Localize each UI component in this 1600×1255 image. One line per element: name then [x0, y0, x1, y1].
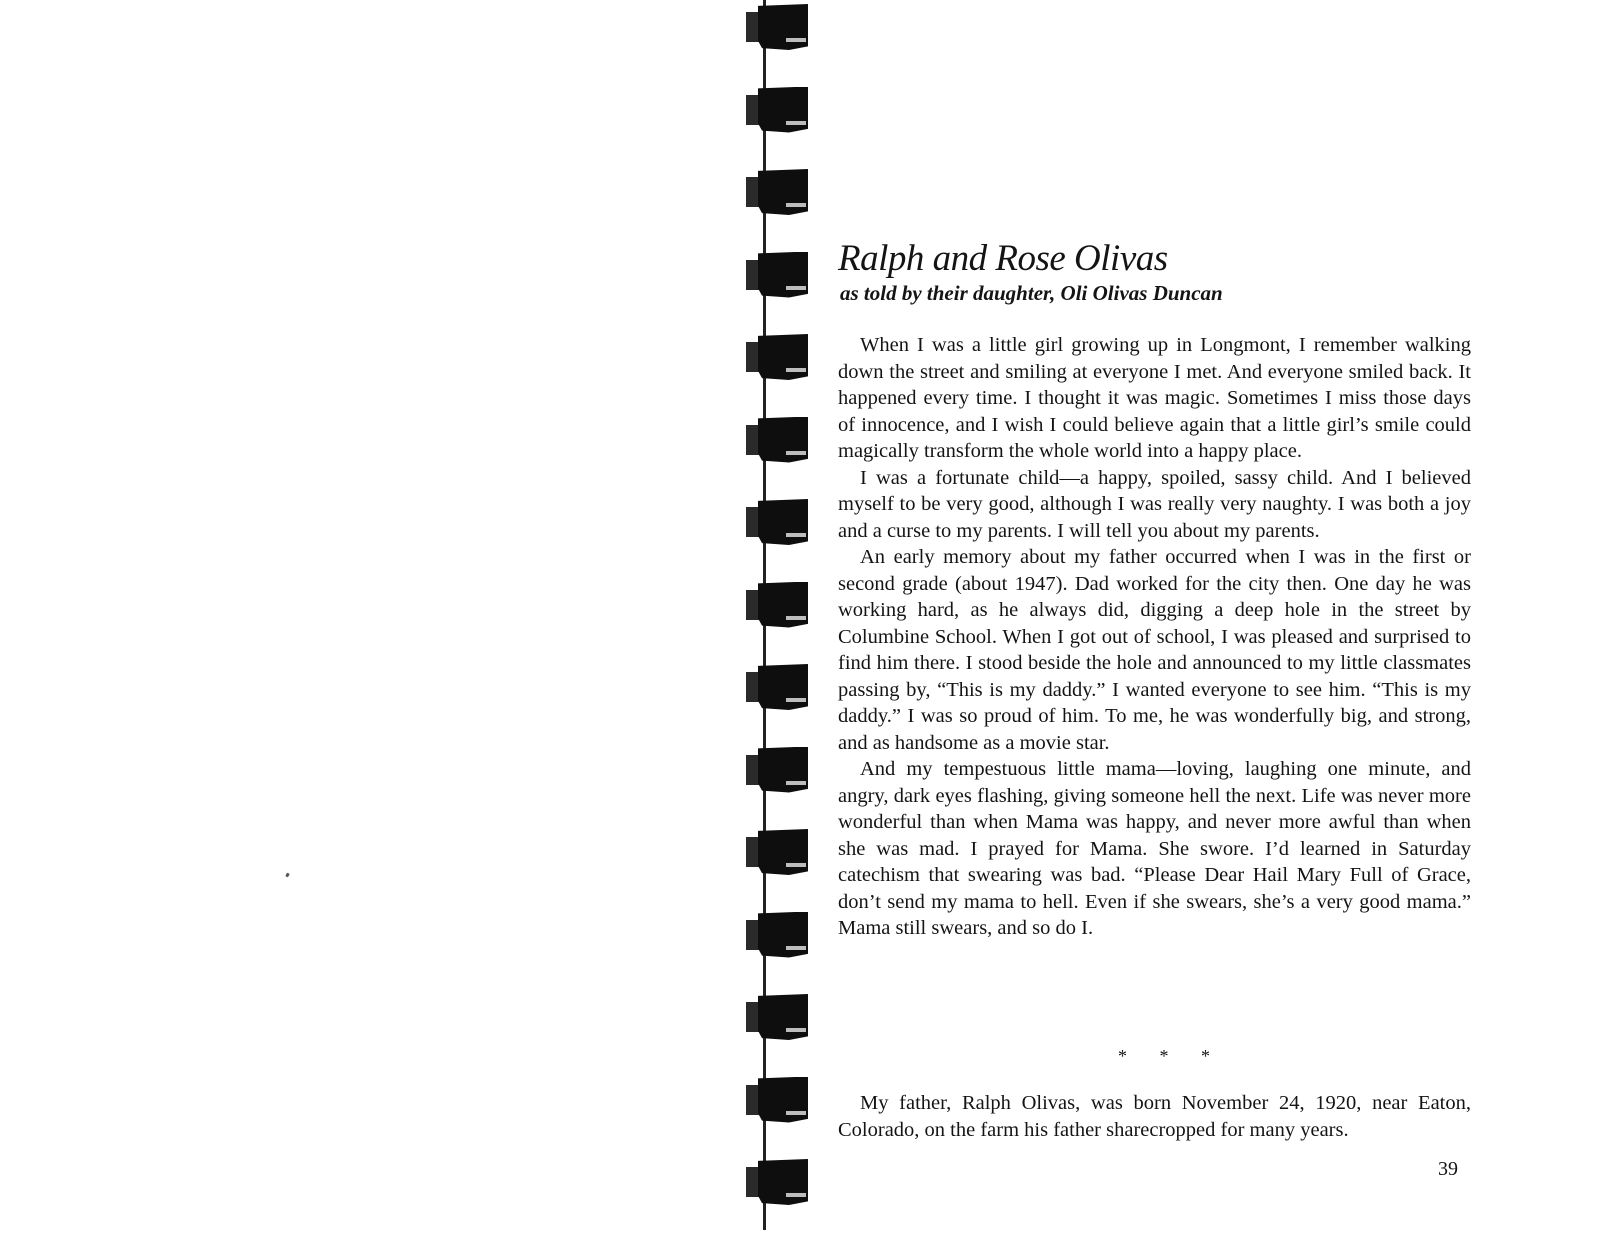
binding-ring-bar: [758, 582, 808, 628]
right-page: [818, 0, 1600, 1255]
binding-ring-bar: [758, 87, 808, 133]
binding-ring-gap: [786, 1193, 806, 1197]
binding-ring: [746, 994, 808, 1042]
binding-ring-bar: [758, 829, 808, 875]
binding-ring-stub: [746, 1167, 760, 1197]
binding-ring-stub: [746, 1002, 760, 1032]
chapter-title: Ralph and Rose Olivas: [838, 238, 1168, 279]
binding-ring: [746, 499, 808, 547]
binding-ring-stub: [746, 12, 760, 42]
paragraph: An early memory about my father occurred when I was in the first or second grade (about 1947). Dad worked for the city then. One day he was working hard, as he always did, digging a deep hole in the street by Columbine School. When I got out of school, I was pleased and surprised to find him there. I stood beside the hole and announced to my little classmates passing by, “This is my daddy.” I wanted everyone to see him. “This is my daddy.” I was so proud of him. To me, he was wonderfully big, and strong, and as handsome as a movie star.: [838, 546, 1471, 754]
binding-ring: [746, 1159, 808, 1207]
binding-ring: [746, 417, 808, 465]
binding-ring: [746, 1077, 808, 1125]
binding-ring-bar: [758, 169, 808, 215]
binding-ring: [746, 87, 808, 135]
binding-ring: [746, 912, 808, 960]
binding-ring-bar: [758, 252, 808, 298]
binding-ring-gap: [786, 946, 806, 950]
binding-ring-bar: [758, 499, 808, 545]
binding-ring: [746, 664, 808, 712]
body-text: [838, 332, 1471, 942]
binding-ring-gap: [786, 121, 806, 125]
binding-ring-gap: [786, 863, 806, 867]
binding-ring-gap: [786, 1028, 806, 1032]
closing-paragraph: My father, Ralph Olivas, was born November 24, 1920, near Eaton, Colorado, on the farm his father sharecropped for many years.: [838, 1092, 1471, 1141]
paragraph: And my tempestuous little mama—loving, laughing one minute, and angry, dark eyes flashing, giving someone hell the next. Life was never more wonderful than when Mama was happy, and never more awful than when she was mad. I prayed for Mama. She swore. I’d learned in Saturday catechism that swearing was bad. “Please Dear Hail Mary Full of Grace, don’t send my mama to hell. Even if she swears, she’s a very good mama.” Mama still swears, and so do I.: [838, 758, 1471, 939]
binding-ring: [746, 4, 808, 52]
binding-ring-stub: [746, 837, 760, 867]
binding-ring: [746, 252, 808, 300]
spiral-binding: [738, 0, 818, 1255]
binding-ring-bar: [758, 747, 808, 793]
binding-ring-stub: [746, 672, 760, 702]
binding-ring-gap: [786, 781, 806, 785]
binding-ring-stub: [746, 177, 760, 207]
binding-ring: [746, 334, 808, 382]
binding-ring-gap: [786, 203, 806, 207]
paragraph: I was a fortunate child—a happy, spoiled, sassy child. And I believed myself to be very good, although I was really very naughty. I was both a joy and a curse to my parents. I will tell you about my parents.: [838, 466, 1471, 542]
section-break: * * *: [1118, 1046, 1224, 1066]
binding-ring-stub: [746, 1085, 760, 1115]
binding-ring-bar: [758, 664, 808, 710]
binding-ring-stub: [746, 755, 760, 785]
binding-ring: [746, 829, 808, 877]
binding-ring-bar: [758, 1159, 808, 1205]
binding-ring-bar: [758, 4, 808, 50]
binding-ring-bar: [758, 994, 808, 1040]
binding-ring-stub: [746, 95, 760, 125]
binding-ring-gap: [786, 286, 806, 290]
binding-ring-bar: [758, 912, 808, 958]
chapter-subtitle: as told by their daughter, Oli Olivas Duncan: [840, 281, 1223, 305]
binding-ring-gap: [786, 616, 806, 620]
binding-ring: [746, 582, 808, 630]
binding-ring-gap: [786, 451, 806, 455]
binding-ring-stub: [746, 507, 760, 537]
binding-ring-stub: [746, 342, 760, 372]
binding-ring-gap: [786, 533, 806, 537]
binding-ring-bar: [758, 334, 808, 380]
binding-ring-stub: [746, 920, 760, 950]
binding-ring-gap: [786, 38, 806, 42]
binding-ring: [746, 169, 808, 217]
left-blank-page: [0, 0, 760, 1255]
binding-ring-gap: [786, 368, 806, 372]
binding-ring-stub: [746, 590, 760, 620]
binding-ring-stub: [746, 425, 760, 455]
scan-speck: [285, 873, 290, 878]
binding-ring-gap: [786, 698, 806, 702]
binding-ring-bar: [758, 417, 808, 463]
binding-ring-bar: [758, 1077, 808, 1123]
binding-ring: [746, 747, 808, 795]
paragraph: When I was a little girl growing up in Longmont, I remember walking down the street and smiling at everyone I met. And everyone smiled back. It happened every time. I thought it was magic. Sometimes I miss those days of innocence, and I wish I could believe again that a little girl’s smile could magically transform the whole world into a happy place.: [838, 334, 1471, 462]
binding-ring-stub: [746, 260, 760, 290]
binding-ring-gap: [786, 1111, 806, 1115]
page-number: 39: [1438, 1158, 1458, 1180]
